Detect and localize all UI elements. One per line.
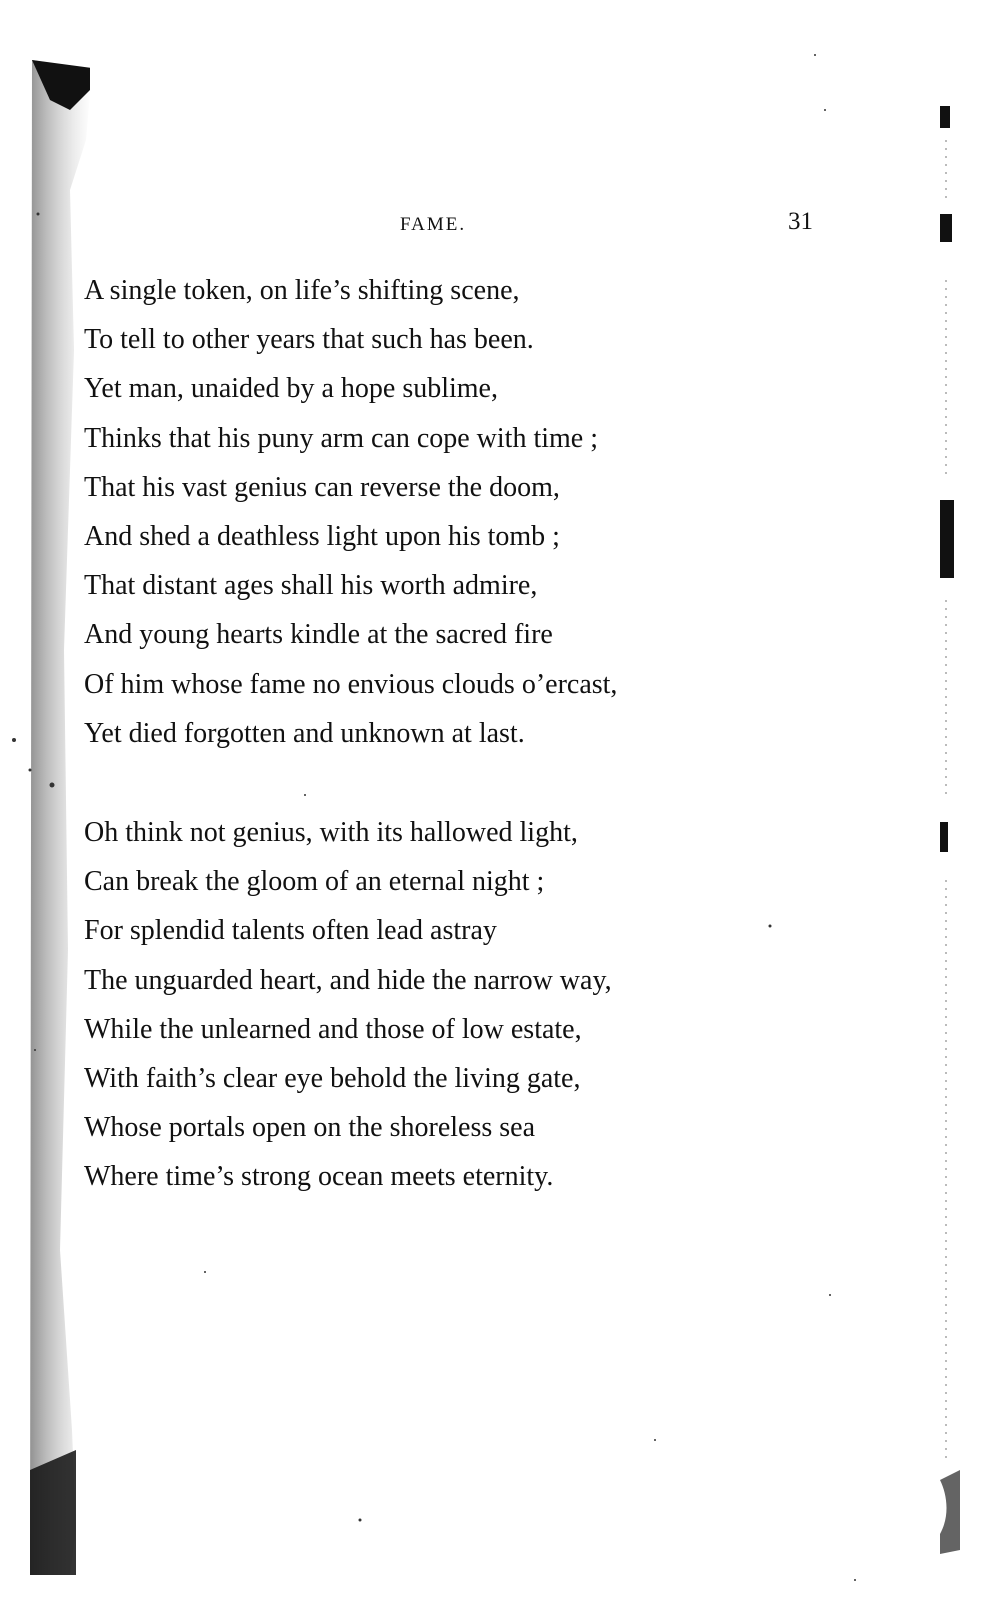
verse-line: Yet man, unaided by a hope sublime, (84, 373, 498, 405)
verse-line: And shed a deathless light upon his tomb ; (84, 520, 560, 552)
verse-line: Where time’s strong ocean meets eternity. (84, 1161, 554, 1193)
verse-line: To tell to other years that such has been. (84, 324, 534, 356)
verse-line: A single token, on life’s shifting scene, (84, 275, 520, 306)
stanza-2 (84, 808, 844, 1202)
verse-line: And young hearts kindle at the sacred fire (84, 619, 553, 651)
page-number: 31 (788, 208, 813, 235)
verse-line: For splendid talents often lead astray (84, 915, 497, 947)
running-head (0, 208, 1000, 248)
verse-line: Thinks that his puny arm can cope with time ; (84, 422, 599, 454)
verse-line: Can break the gloom of an eternal night ; (84, 866, 545, 898)
verse-line: With faith’s clear eye behold the living gate, (84, 1062, 581, 1094)
verse-line: While the unlearned and those of low estate, (84, 1013, 582, 1045)
verse-line: Yet died forgotten and unknown at last. (84, 717, 525, 749)
right-page-edge-marks (940, 100, 980, 1600)
verse-line: Whose portals open on the shoreless sea (84, 1112, 535, 1144)
stanza-1 (84, 266, 844, 758)
verse-line: The unguarded heart, and hide the narrow way, (84, 964, 612, 996)
verse-line: Of him whose fame no envious clouds o’ercast, (84, 668, 618, 700)
verse-line: Oh think not genius, with its hallowed light, (84, 817, 578, 848)
left-page-edge-shadow (30, 50, 90, 1580)
page-title: FAME. (400, 214, 467, 235)
verse-line: That his vast genius can reverse the doom, (84, 471, 560, 503)
verse-line: That distant ages shall his worth admire, (84, 570, 538, 602)
